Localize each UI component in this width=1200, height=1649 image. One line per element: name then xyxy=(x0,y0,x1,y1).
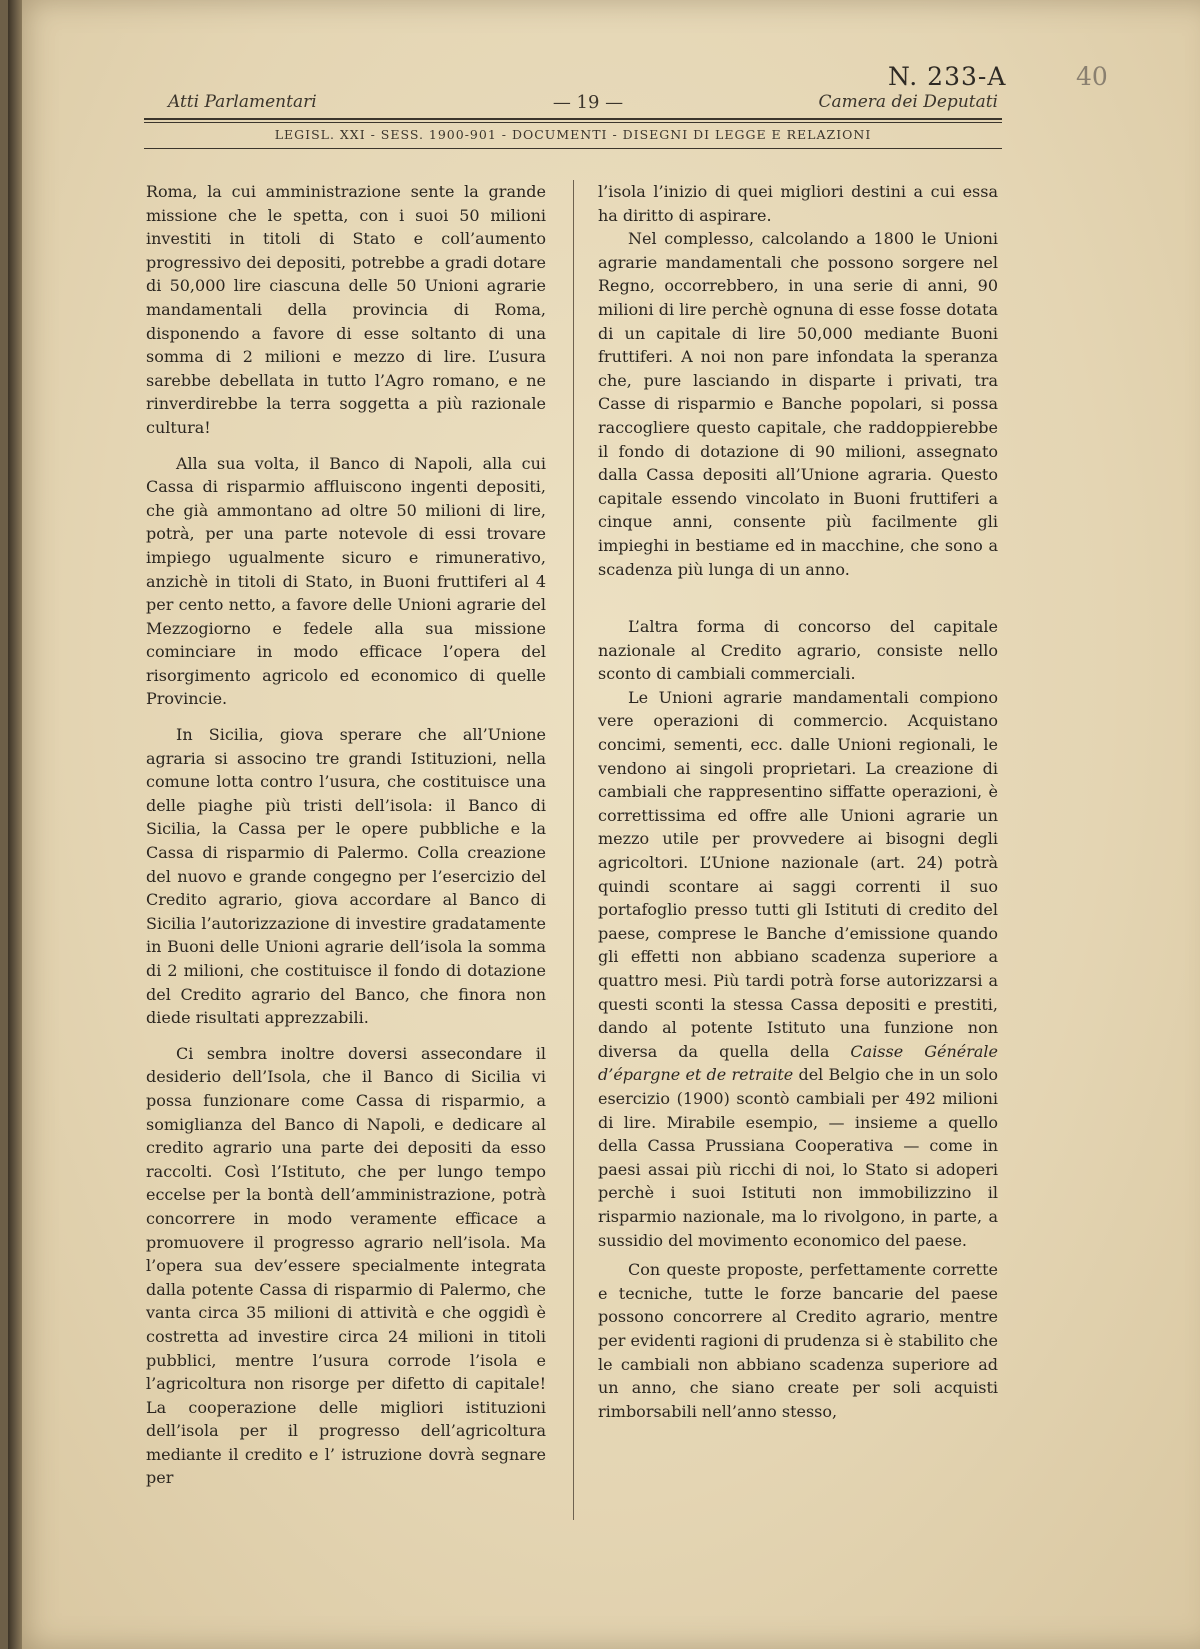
left-column xyxy=(146,180,546,1490)
page-number: — 19 — xyxy=(552,92,624,113)
paragraph: Nel complesso, calcolando a 1800 le Unioni agrarie mandamentali che possono sorgere nel Regno, occorrebbero, in una serie di anni, 90 milioni di lire perchè ognuna di esse fosse dotata di un capitale di lire 50,000 mediante Buoni fruttiferi. A noi non pare infondata la speranza che, pure lasciando in disparte i privati, tra Casse di risparmio e Banche popolari, si possa raccogliere questo capitale, che raddoppierebbe il fondo di dotazione di 90 milioni, assegnato dalla Cassa depositi all’Unione agraria. Questo capitale essendo vincolato in Buoni fruttiferi a cinque anni, consente più facilmente gli impieghi in bestiame ed in macchine, che sono a scadenza più lunga di un anno. xyxy=(598,229,998,579)
subheader-rule xyxy=(144,148,1002,149)
paragraph-text: Le Unioni agrarie mandamentali compiono vere operazioni di commercio. Acquistano concimi, sementi, ecc. dalle Unioni regionali, le vendono ai singoli proprietari. La creazione di cambiali che rappresentino siffatte operazioni, è correttissima ed offre alle Unioni agrarie un mezzo utile per provvedere ai bisogni degli agricoltori. L’Unione nazionale (art. 24) potrà quindi scontare ai saggi correnti il suo portafoglio presso tutti gli Istituti di credito del paese, comprese le Banche d’emissione quando gli effetti non abbiano scadenza superiore a quattro mesi. Più tardi potrà forse autorizzarsi a questi sconti la stessa Cassa depositi e prestiti, dando al potente Istituto una funzione non diversa da quella della xyxy=(598,687,998,1061)
paragraph: In Sicilia, giova sperare che all’Unione agraria si associno tre grandi Istituzioni, nella comune lotta contro l’usura, che costituisce una delle piaghe più tristi dell’isola: il Banco di Sicilia, la Cassa per le opere pubbliche e la Cassa di risparmio di Palermo. Colla creazione del nuovo e grande congegno per l’esercizio del Credito agrario, giova accordare al Banco di Sicilia l’autorizzazione di investire gradatamente in Buoni delle Unioni agrarie dell’isola la somma di 2 milioni, che costituisce il fondo di dotazione del Credito agrario del Banco, che finora non diede risultati apprezzabili. xyxy=(146,725,546,1028)
header-rule-thin xyxy=(144,122,1002,123)
paragraph xyxy=(598,686,998,1252)
legislature-subheader: LEGISL. XXI - SESS. 1900-901 - DOCUMENTI - DISEGNI DI LEGGE E RELAZIONI xyxy=(274,127,872,142)
paragraph: Roma, la cui amministrazione sente la grande missione che le spetta, con i suoi 50 milioni investiti in titoli di Stato e coll’aumento progressivo dei depositi, potrebbe a gradi dotare di 50,000 lire ciascuna delle 50 Unioni agrarie mandamentali della provincia di Roma, disponendo a favore di esse soltanto di una somma di 2 milioni e mezzo di lire. L’usura sarebbe debellata in tutto l’Agro romano, e ne rinverdirebbe la terra soggetta a più razionale cultura! xyxy=(146,182,546,437)
header-right: Camera dei Deputati xyxy=(818,92,998,112)
paragraph: l’isola l’inizio di quei migliori destini a cui essa ha diritto di aspirare. xyxy=(598,182,998,225)
book-spine xyxy=(8,0,22,1649)
paragraph: Alla sua volta, il Banco di Napoli, alla cui Cassa di risparmio affluiscono ingenti depositi, che già ammontano ad oltre 50 milioni di lire, potrà, per una parte notevole di essi trovare impiego ugualmente sicuro e rimunerativo, anzichè in titoli di Stato, in Buoni fruttiferi al 4 per cento netto, a favore delle Unioni agrarie del Mezzogiorno e fedele alla sua missione cominciare in modo efficace l’opera del risorgimento agricolo ed economico di quelle Provincie. xyxy=(146,453,546,709)
document-page xyxy=(8,0,1200,1649)
right-column xyxy=(598,180,998,1423)
italic-institution-name: Caisse Générale d’épargne et de retraite xyxy=(598,1041,999,1085)
paragraph: L’altra forma di concorso del capitale nazionale al Credito agrario, consiste nello sconto di cambiali commerciali. xyxy=(598,617,998,684)
document-number: N. 233-A xyxy=(888,62,1007,91)
paragraph-text: del Belgio che in un solo esercizio (1900) scontò cambiali per 492 milioni di lire. Mirabile esempio, — insieme a quello della Cassa Prussiana Cooperativa — come in paesi assai più ricchi di noi, lo Stato si adoperi perchè i suoi Istituti non immobilizzino il risparmio nazionale, ma lo rivolgono, in parte, a sussidio del movimento economico del paese. xyxy=(598,1065,999,1250)
handwritten-page-mark: 40 xyxy=(1076,62,1108,91)
column-separator xyxy=(573,180,574,1520)
paragraph: Con queste proposte, perfettamente corrette e tecniche, tutte le forze bancarie del paese possono concorrere al Credito agrario, mentre per evidenti ragioni di prudenza si è stabilito che le cambiali non abbiano scadenza superiore ad un anno, che siano create per soli acquisti rimborsabili nell’anno stesso, xyxy=(598,1260,998,1421)
paragraph: Ci sembra inoltre doversi assecondare il desiderio dell’Isola, che il Banco di Sicilia vi possa funzionare come Cassa di risparmio, a somiglianza del Banco di Napoli, e dedicare al credito agrario una parte dei depositi da esso raccolti. Così l’Istituto, che per lungo tempo eccelse per la bontà dell’amministrazione, potrà concorrere in modo veramente efficace a promuovere il progresso agrario nell’isola. Ma l’opera sua dev’essere specialmente integrata dalla potente Cassa di risparmio di Palermo, che vanta circa 35 milioni di attività e che oggidì è costretta ad investire circa 24 milioni in titoli pubblici, mentre l’usura corrode l’isola e l’agricoltura non risorge per difetto di capitale! La cooperazione delle migliori istituzioni dell’isola per il progresso dell’agricoltura mediante il credito e l’ istruzione dovrà segnare per xyxy=(146,1043,546,1488)
header-rule-thick xyxy=(144,118,1002,120)
header-left: Atti Parlamentari xyxy=(168,92,317,112)
